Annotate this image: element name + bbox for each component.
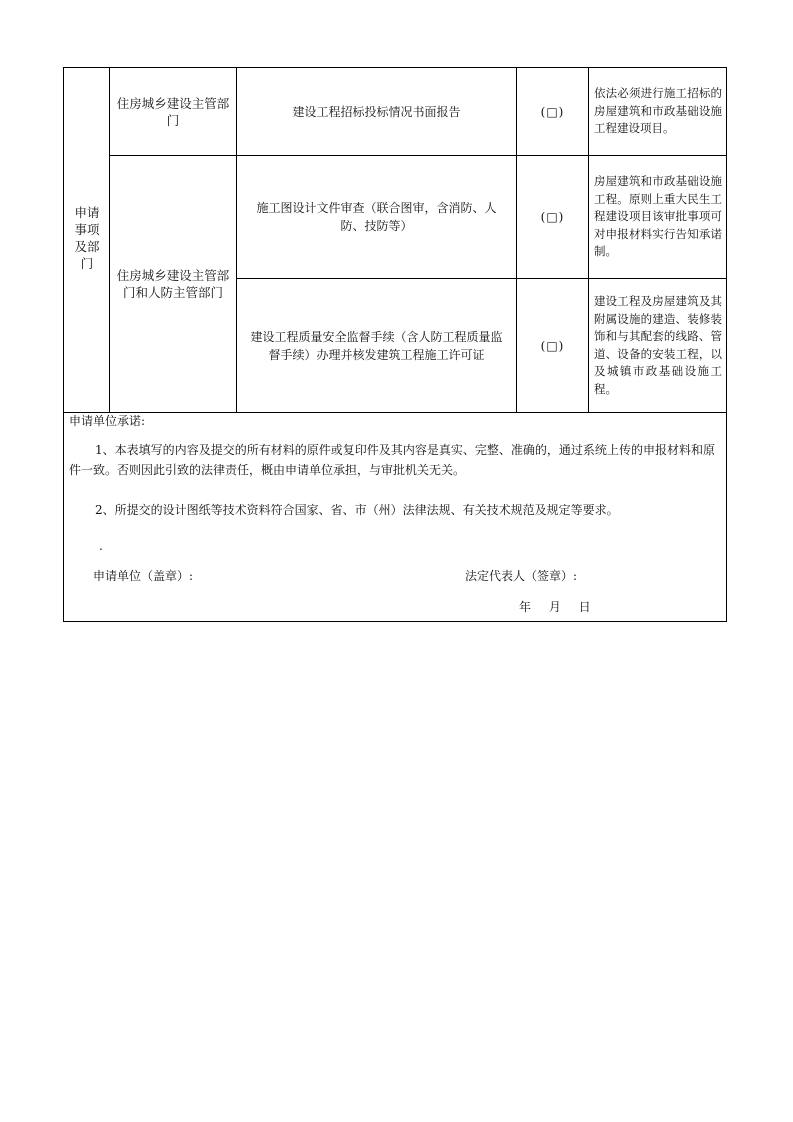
section-label: 申请事项及部门 [74, 205, 100, 271]
pledge-title: 申请单位承诺: [69, 414, 146, 428]
row2-department: 住房城乡建设主管部门和人防主管部门 [116, 268, 230, 300]
row1-department: 住房城乡建设主管部门 [116, 95, 230, 128]
row2-note: 房屋建筑和市政基础设施工程。原则上重大民生工程建设项目该审批事项可对申报材料实行告知承诺制。 [594, 174, 722, 259]
application-form-table [63, 67, 727, 622]
row2-item: 施工图设计文件审查（联合图审，含消防、人防、技防等） [256, 201, 497, 233]
stray-dot: . [99, 539, 103, 553]
row1-note: 依法必须进行施工招标的房屋建筑和市政基础设施工程建设项目。 [594, 86, 722, 136]
row2-checkbox[interactable]: (□) [540, 210, 565, 224]
row3-checkbox[interactable]: (□) [540, 338, 565, 353]
pledge-clause-1: 1、本表填写的内容及提交的所有材料的原件或复印件及其内容是真实、完整、准确的，通过系统上传的申报材料和原件一致。否则因此引致的法律责任，概由申请单位承担，与审批机关无关。 [69, 443, 715, 477]
applicant-seal-field[interactable]: 申请单位（盖章）: [93, 569, 194, 583]
pledge-divider [64, 412, 726, 413]
row1-checkbox[interactable]: (□) [540, 104, 565, 119]
pledge-clause-2: 2、所提交的设计图纸等技术资料符合国家、省、市（州）法律法规、有关技术规范及规定等要求。 [95, 503, 619, 517]
row1-item: 建设工程招标投标情况书面报告 [292, 104, 461, 119]
date-field[interactable]: 年 月 日 [519, 600, 591, 614]
row3-item: 建设工程质量安全监督手续（含人防工程质量监督手续）办理并核发建筑工程施工许可证 [250, 329, 503, 362]
legal-representative-signature-field[interactable]: 法定代表人（签章）: [465, 569, 578, 583]
row3-note: 建设工程及房屋建筑及其附属设施的建造、装修装饰和与其配套的线路、管道、设备的安装工程，以及城镇市政基础设施工程。 [594, 294, 722, 396]
